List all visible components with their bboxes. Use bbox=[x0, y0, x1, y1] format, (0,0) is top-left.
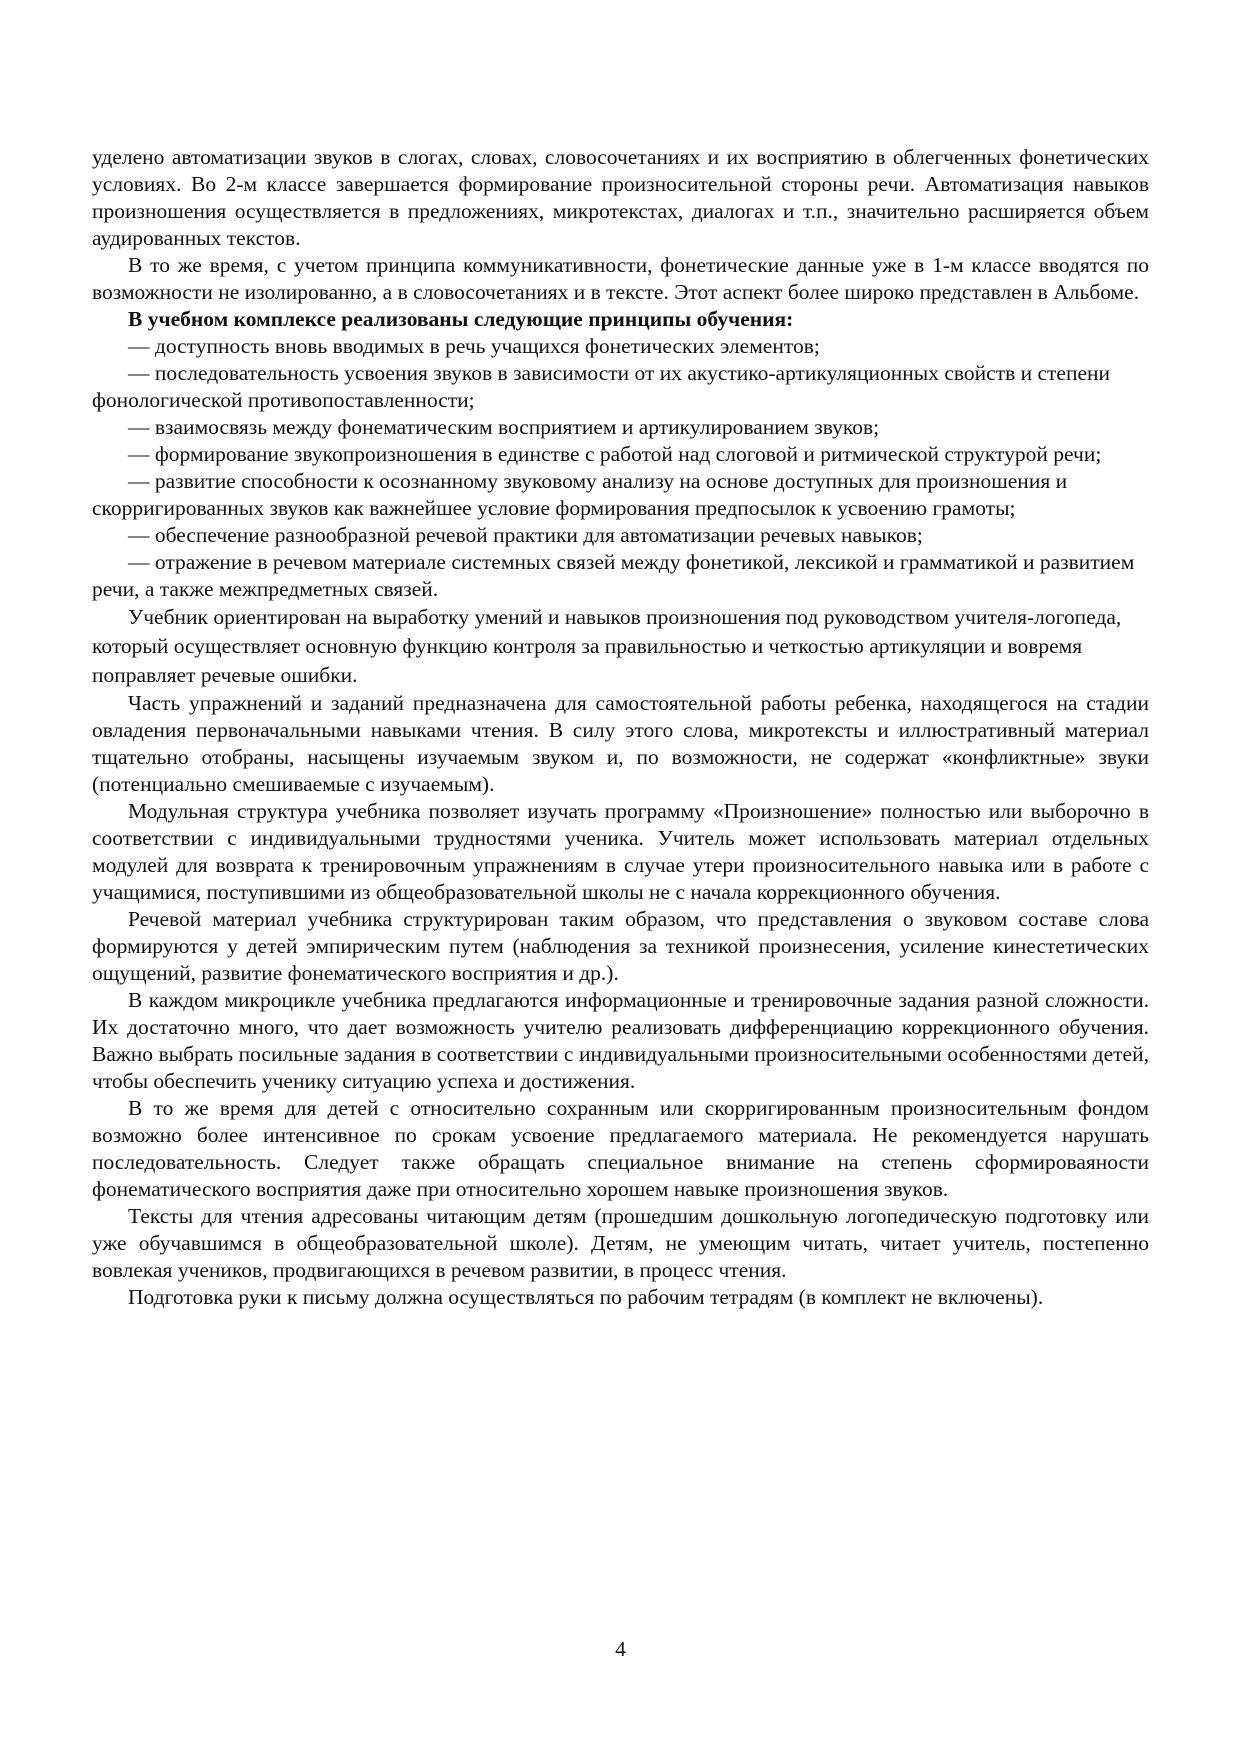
principles-heading: В учебном комплексе реализованы следующие принципы обучения: bbox=[128, 307, 794, 331]
document-page bbox=[92, 144, 1149, 1311]
paragraph-speech-material: Речевой материал учебника структурирован таким образом, что представления о звуковом составе слова формируются у детей эмпирическим путем (наблюдения за техникой произнесения, усиление кинестетических ощущений, развитие фонематического восприятия и др.). bbox=[92, 907, 1149, 985]
paragraph-intensive-learning: В то же время для детей с относительно сохранным или скорригированным произносительным фондом возможно более интенсивное по срокам усвоение предлагаемого материала. Не рекомендуется нарушать последовательность. Следует также обращать специальное внимание на степень сформироваяности фонематического восприятия даже при относительно хорошем навыке произношения звуков. bbox=[92, 1096, 1149, 1201]
paragraph-handwriting: Подготовка руки к письму должна осуществляться по рабочим тетрадям (в комплект не включены). bbox=[128, 1285, 1044, 1309]
principle-item: — обеспечение разнообразной речевой практики для автоматизации речевых навыков; bbox=[128, 523, 923, 547]
paragraph-continuation: уделено автоматизации звуков в слогах, словах, словосочетаниях и их восприятию в облегченных фонетических условиях. Во 2-м классе завершается формирование произносительной стороны речи. Автоматизация навыков произношения осуществляется в предложениях, микротекстах, диалогах и т.п., значительно расширяется объем аудированных текстов. bbox=[92, 145, 1149, 250]
paragraph-modular-structure: Модульная структура учебника позволяет изучать программу «Произношение» полностью или выборочно в соответствии с индивидуальными трудностями ученика. Учитель может использовать материал отдельных модулей для возврата к тренировочным упражнениям в случае утери произносительного навыка или в работе с учащимися, поступившими из общеобразовательной школы не с начала коррекционного обучения. bbox=[92, 799, 1149, 904]
paragraph-reading-texts: Тексты для чтения адресованы читающим детям (прошедшим дошкольную логопедическую подготовку или уже обучавшимся в общеобразовательной школе). Детям, не умеющим читать, читает учитель, постепенно вовлекая учеников, продвигающихся в речевом развитии, в процесс чтения. bbox=[92, 1204, 1149, 1282]
principle-item: — взаимосвязь между фонематическим восприятием и артикулированием звуков; bbox=[128, 415, 880, 439]
principle-item: — развитие способности к осознанному звуковому анализу на основе доступных для произношения и скорригированных звуков как важнейшее условие формирования предпосылок к усвоению грамоты; bbox=[92, 469, 1068, 520]
paragraph-microcycle: В каждом микроцикле учебника предлагаются информационные и тренировочные задания разной сложности. Их достаточно много, что дает возможность учителю реализовать дифференциацию коррекционного обучения. Важно выбрать посильные задания в соответствии с индивидуальными произносительными особенностями детей, чтобы обеспечить ученику ситуацию успеха и достижения. bbox=[92, 988, 1149, 1093]
principle-item: — доступность вновь вводимых в речь учащихся фонетических элементов; bbox=[128, 334, 820, 358]
page-number: 4 bbox=[615, 1637, 626, 1661]
paragraph-independent-work: Часть упражнений и заданий предназначена для самостоятельной работы ребенка, находящегося на стадии овладения первоначальными навыками чтения. В силу этого слова, микротексты и иллюстративный материал тщательно отобраны, насыщены изучаемым звуком и, по возможности, не содержат «конфликтные» звуки (потенциально смешиваемые с изучаемым). bbox=[92, 691, 1149, 796]
principle-item: — формирование звукопроизношения в единстве с работой над слоговой и ритмической структурой речи; bbox=[128, 442, 1102, 466]
paragraph-communicativeness: В то же время, с учетом принципа коммуникативности, фонетические данные уже в 1-м классе вводятся по возможности не изолированно, а в словосочетаниях и в тексте. Этот аспект более широко представлен в Альбоме. bbox=[92, 253, 1149, 304]
principle-item: — последовательность усвоения звуков в зависимости от их акустико-артикуляционных свойств и степени фонологической противопоставленности; bbox=[92, 361, 1111, 412]
principle-item: — отражение в речевом материале системных связей между фонетикой, лексикой и грамматикой и развитием речи, а также межпредметных связей. bbox=[92, 550, 1135, 601]
paragraph-textbook-orientation: Учебник ориентирован на выработку умений и навыков произношения под руководством учителя-логопеда, который осуществляет основную функцию контроля за правильностью и четкостью артикуляции и вовремя поправляет речевые ошибки. bbox=[92, 605, 1122, 687]
